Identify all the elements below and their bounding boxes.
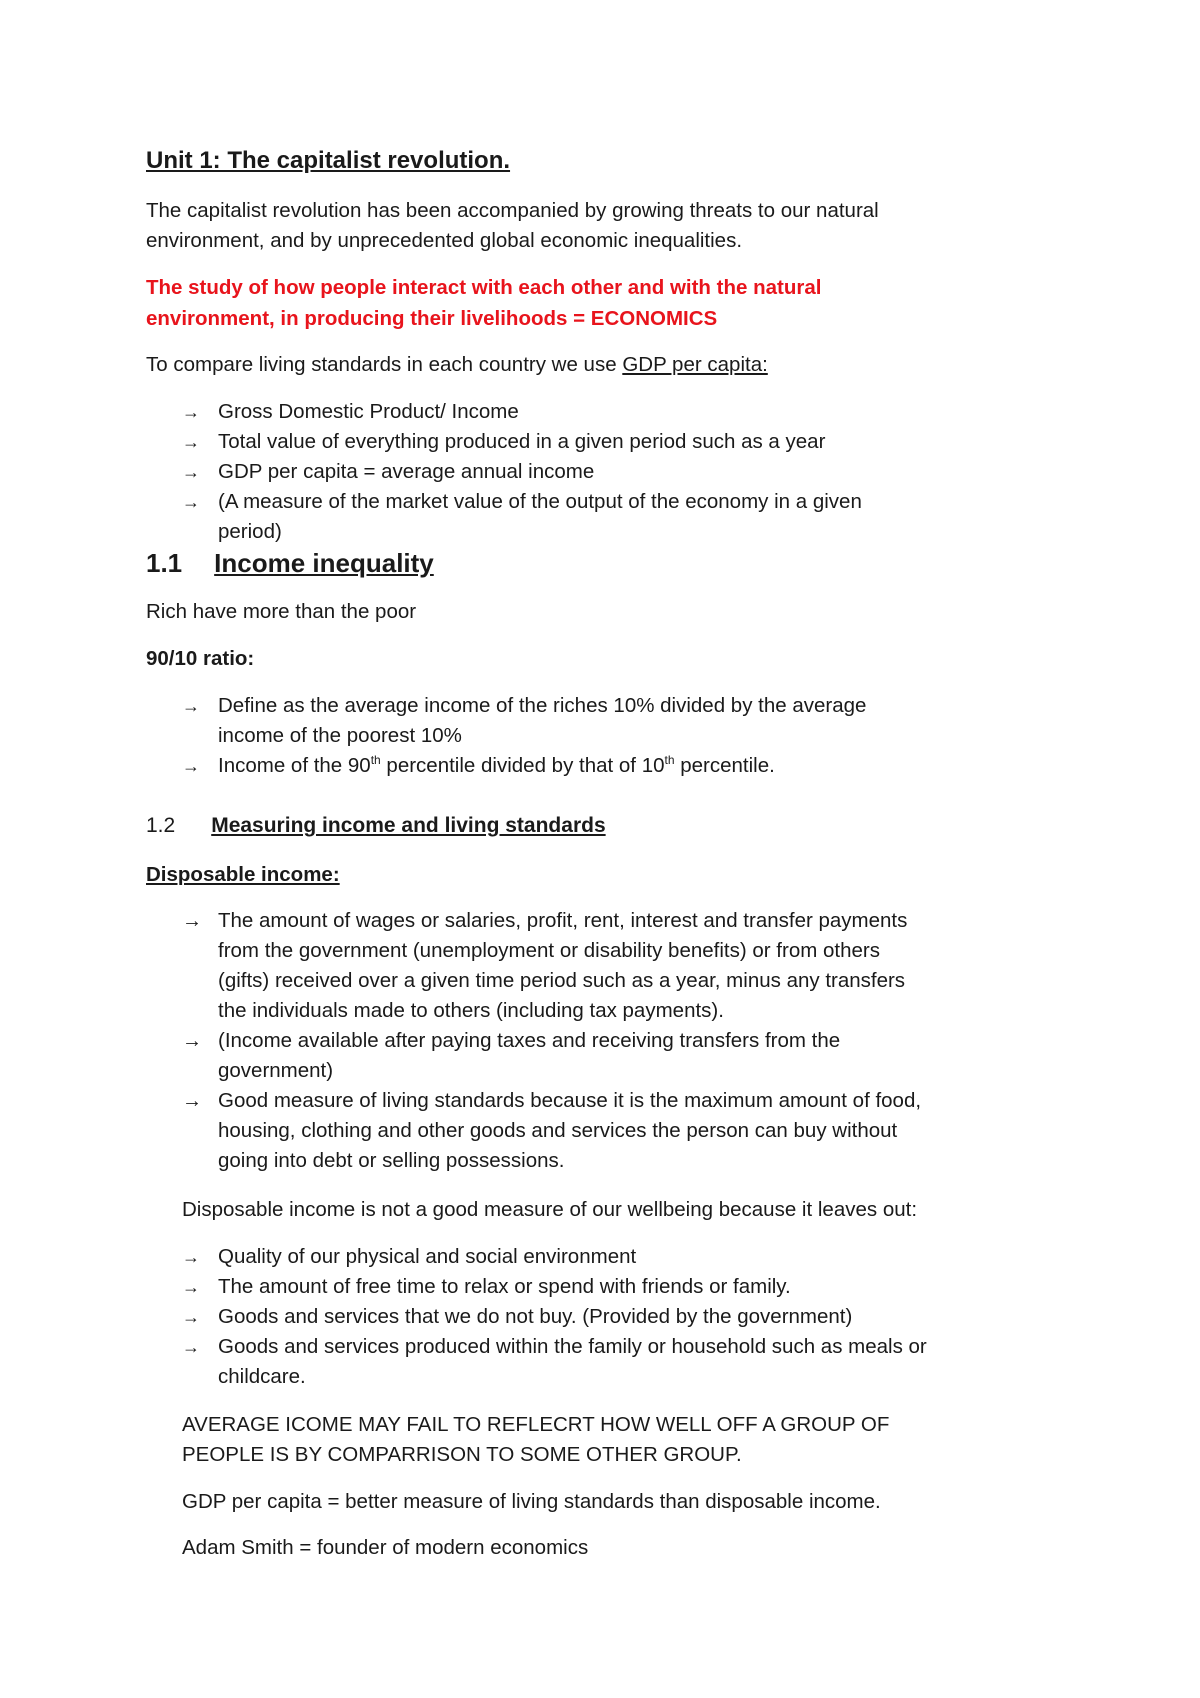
section-number: 1.1 [146, 548, 183, 578]
gdp-per-capita-term: GDP per capita: [622, 353, 768, 376]
section-heading-1-2 [146, 814, 606, 838]
list-item: → (A measure of the market value of the output of the economy in a given [146, 487, 1086, 517]
section-heading-1-1 [146, 548, 434, 579]
gdp-intro-text: To compare living standards in each country we use [146, 353, 623, 376]
list-item: → Quality of our physical and social environment [146, 1242, 1086, 1272]
not-good-measure-text: Disposable income is not a good measure of our wellbeing because it leaves out: [182, 1198, 918, 1221]
section-number: 1.2 [146, 814, 176, 837]
gdp-better-text: GDP per capita = better measure of living standards than disposable income. [182, 1490, 881, 1513]
list-item-continuation: from the government (unemployment or disability benefits) or from others [218, 939, 880, 962]
adam-smith-text: Adam Smith = founder of modern economics [182, 1536, 589, 1559]
list-item-continuation: going into debt or selling possessions. [218, 1149, 565, 1172]
list-item: → Goods and services that we do not buy. (Provided by the government) [146, 1302, 1086, 1332]
list-item-continuation: (gifts) received over a given time period such as a year, minus any transfers [218, 969, 906, 992]
economics-definition-line-1: The study of how people interact with each other and with the natural [146, 276, 822, 299]
arrow-icon: → [182, 756, 200, 776]
economics-definition-line-2: environment, in producing their livelihoods = ECONOMICS [146, 307, 718, 330]
disposable-bullet-list [146, 906, 1086, 1176]
rich-poor-text: Rich have more than the poor [146, 600, 417, 623]
list-item-continuation: the individuals made to others (including tax payments). [218, 999, 724, 1022]
list-item: → Gross Domestic Product/ Income [146, 397, 1086, 427]
ratio-label: 90/10 ratio: [146, 647, 255, 670]
list-item-continuation: period) [218, 520, 282, 543]
list-item: → Total value of everything produced in a given period such as a year [146, 427, 1086, 457]
list-item: → Income of the 90th percentile divided by that of 10th percentile. [146, 751, 1086, 781]
gdp-bullet-list [146, 397, 1086, 547]
gdp-intro [146, 350, 768, 380]
intro-line-1: The capitalist revolution has been accompanied by growing threats to our natural [146, 199, 879, 222]
disposable-income-label: Disposable income: [146, 863, 340, 886]
list-item-continuation: government) [218, 1059, 334, 1082]
list-item: → (Income available after paying taxes and receiving transfers from the [146, 1026, 1086, 1056]
list-item: → Good measure of living standards because it is the maximum amount of food, [146, 1086, 1086, 1116]
arrow-icon: → [182, 696, 200, 716]
list-item-continuation: housing, clothing and other goods and services the person can buy without [218, 1119, 898, 1142]
arrow-icon: → [182, 492, 200, 512]
intro-line-2: environment, and by unprecedented global economic inequalities. [146, 229, 743, 252]
arrow-icon: → [182, 1247, 200, 1267]
list-item-continuation: childcare. [218, 1365, 306, 1388]
list-item: → The amount of wages or salaries, profit, rent, interest and transfer payments [146, 906, 1086, 936]
arrow-icon: → [182, 1307, 200, 1327]
left-out-bullet-list [146, 1242, 1086, 1392]
arrow-icon: → [182, 432, 200, 452]
list-item: → Goods and services produced within the family or household such as meals or [146, 1332, 1086, 1362]
list-item-continuation: income of the poorest 10% [218, 724, 462, 747]
list-item: → GDP per capita = average annual income [146, 457, 1086, 487]
arrow-icon: → [182, 462, 200, 482]
ratio-bullet-list [146, 691, 1086, 781]
arrow-icon: → [182, 1277, 200, 1297]
page-title: Unit 1: The capitalist revolution. [146, 147, 511, 174]
section-title: Measuring income and living standards [211, 814, 606, 837]
arrow-icon: → [182, 402, 200, 422]
caps-note-line-2: PEOPLE IS BY COMPARRISON TO SOME OTHER GROUP. [182, 1443, 742, 1466]
list-item: → The amount of free time to relax or spend with friends or family. [146, 1272, 1086, 1302]
arrow-icon: → [182, 1090, 202, 1112]
caps-note-line-1: AVERAGE ICOME MAY FAIL TO REFLECRT HOW WELL OFF A GROUP OF [182, 1413, 890, 1436]
list-item: → Define as the average income of the riches 10% divided by the average [146, 691, 1086, 721]
section-title: Income inequality [214, 548, 434, 578]
arrow-icon: → [182, 1337, 200, 1357]
arrow-icon: → [182, 910, 202, 932]
arrow-icon: → [182, 1030, 202, 1052]
